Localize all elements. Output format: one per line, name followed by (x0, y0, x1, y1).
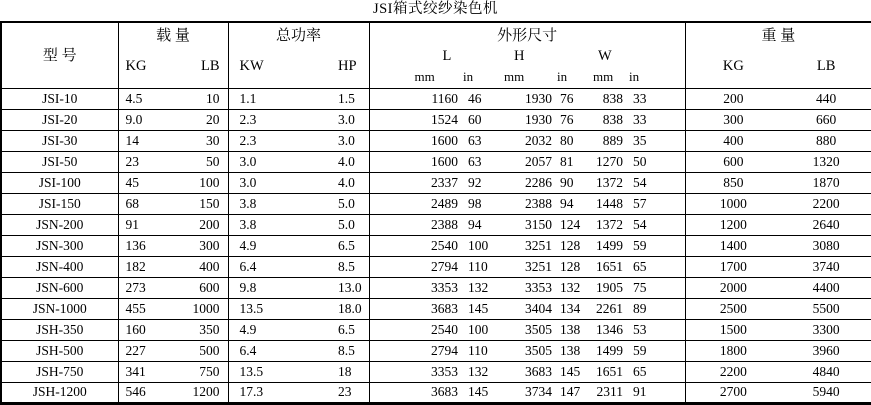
cell-w_in: 59 (625, 340, 685, 361)
cell-h_in: 132 (555, 277, 581, 298)
cell-power_hp: 4.0 (298, 151, 369, 172)
cell-l_mm: 2489 (369, 193, 461, 214)
cell-l_mm: 3683 (369, 298, 461, 319)
cell-wt_kg: 1800 (685, 340, 781, 361)
cell-l_mm: 3353 (369, 361, 461, 382)
cell-load_lb: 750 (173, 361, 228, 382)
cell-w_in: 54 (625, 172, 685, 193)
cell-l_mm: 1524 (369, 109, 461, 130)
cell-power_hp: 5.0 (298, 193, 369, 214)
cell-w_in: 33 (625, 109, 685, 130)
header-w-mm: mm (593, 68, 614, 84)
cell-h_mm: 3251 (503, 235, 555, 256)
cell-model: JSI-100 (1, 172, 118, 193)
cell-h_in: 145 (555, 361, 581, 382)
cell-wt_kg: 850 (685, 172, 781, 193)
cell-load_kg: 273 (118, 277, 173, 298)
cell-w_in: 53 (625, 319, 685, 340)
cell-load_kg: 91 (118, 214, 173, 235)
cell-power_hp: 3.0 (298, 130, 369, 151)
cell-h_in: 80 (555, 130, 581, 151)
header-weight-kg: KG (685, 46, 781, 88)
cell-power_kw: 3.0 (228, 151, 298, 172)
header-weight: 重 量 (685, 22, 871, 46)
table-row (1, 235, 871, 256)
cell-l_mm: 1600 (369, 130, 461, 151)
cell-w_mm: 1499 (581, 340, 625, 361)
table-row (1, 340, 871, 361)
header-dim-w: W (598, 47, 612, 64)
cell-wt_lb: 440 (781, 88, 871, 109)
cell-wt_lb: 880 (781, 130, 871, 151)
table-row (1, 361, 871, 382)
cell-load_lb: 100 (173, 172, 228, 193)
cell-l_mm: 2794 (369, 256, 461, 277)
cell-w_mm: 838 (581, 109, 625, 130)
cell-wt_lb: 5940 (781, 382, 871, 403)
cell-l_in: 98 (461, 193, 503, 214)
cell-l_in: 94 (461, 214, 503, 235)
cell-load_lb: 300 (173, 235, 228, 256)
cell-h_in: 134 (555, 298, 581, 319)
cell-h_in: 76 (555, 109, 581, 130)
cell-wt_kg: 1700 (685, 256, 781, 277)
cell-h_in: 138 (555, 319, 581, 340)
cell-l_in: 63 (461, 130, 503, 151)
cell-load_lb: 1200 (173, 382, 228, 403)
table-row (1, 151, 871, 172)
cell-load_kg: 45 (118, 172, 173, 193)
cell-h_mm: 2388 (503, 193, 555, 214)
cell-l_in: 132 (461, 277, 503, 298)
cell-w_mm: 1448 (581, 193, 625, 214)
cell-model: JSH-350 (1, 319, 118, 340)
cell-load_kg: 341 (118, 361, 173, 382)
cell-h_in: 124 (555, 214, 581, 235)
cell-power_kw: 13.5 (228, 298, 298, 319)
table-row (1, 298, 871, 319)
cell-wt_lb: 5500 (781, 298, 871, 319)
cell-load_lb: 600 (173, 277, 228, 298)
cell-wt_kg: 1000 (685, 193, 781, 214)
table-row (1, 88, 871, 109)
cell-load_lb: 50 (173, 151, 228, 172)
cell-h_mm: 2057 (503, 151, 555, 172)
cell-l_in: 110 (461, 340, 503, 361)
header-model: 型 号 (42, 48, 77, 65)
table-row (1, 382, 871, 403)
cell-power_kw: 3.0 (228, 172, 298, 193)
cell-l_in: 145 (461, 298, 503, 319)
table-row (1, 172, 871, 193)
cell-power_hp: 8.5 (298, 256, 369, 277)
cell-wt_lb: 1320 (781, 151, 871, 172)
cell-wt_kg: 2500 (685, 298, 781, 319)
cell-w_mm: 838 (581, 88, 625, 109)
cell-load_kg: 227 (118, 340, 173, 361)
cell-h_mm: 2032 (503, 130, 555, 151)
cell-model: JSH-1200 (1, 382, 118, 403)
cell-h_mm: 2286 (503, 172, 555, 193)
cell-l_in: 132 (461, 361, 503, 382)
cell-h_mm: 3251 (503, 256, 555, 277)
cell-h_in: 81 (555, 151, 581, 172)
header-dimensions: 外形尺寸 (369, 22, 685, 46)
table-row (1, 214, 871, 235)
cell-l_in: 92 (461, 172, 503, 193)
cell-wt_kg: 2000 (685, 277, 781, 298)
cell-w_mm: 1651 (581, 361, 625, 382)
cell-load_lb: 10 (173, 88, 228, 109)
cell-h_in: 76 (555, 88, 581, 109)
cell-l_in: 100 (461, 319, 503, 340)
header-power: 总功率 (228, 22, 369, 46)
cell-model: JSI-150 (1, 193, 118, 214)
cell-l_in: 110 (461, 256, 503, 277)
cell-model: JSI-20 (1, 109, 118, 130)
cell-power_kw: 17.3 (228, 382, 298, 403)
cell-w_in: 65 (625, 256, 685, 277)
cell-w_mm: 1372 (581, 172, 625, 193)
cell-power_hp: 6.5 (298, 319, 369, 340)
cell-power_kw: 4.9 (228, 235, 298, 256)
cell-l_in: 60 (461, 109, 503, 130)
page-title: JSI箱式绞纱染色机 (372, 1, 499, 17)
cell-wt_kg: 300 (685, 109, 781, 130)
cell-power_hp: 3.0 (298, 109, 369, 130)
cell-power_hp: 1.5 (298, 88, 369, 109)
cell-wt_lb: 1870 (781, 172, 871, 193)
cell-power_kw: 3.8 (228, 214, 298, 235)
cell-w_in: 75 (625, 277, 685, 298)
cell-wt_lb: 3300 (781, 319, 871, 340)
cell-w_in: 59 (625, 235, 685, 256)
cell-w_mm: 1499 (581, 235, 625, 256)
cell-w_in: 50 (625, 151, 685, 172)
header-load: 载 量 (118, 22, 228, 46)
cell-w_mm: 1270 (581, 151, 625, 172)
cell-h_in: 128 (555, 235, 581, 256)
cell-power_kw: 2.3 (228, 109, 298, 130)
header-l-in: in (463, 68, 474, 84)
cell-w_mm: 1651 (581, 256, 625, 277)
cell-l_mm: 2794 (369, 340, 461, 361)
header-w-in: in (629, 68, 640, 84)
cell-wt_lb: 660 (781, 109, 871, 130)
cell-power_kw: 4.9 (228, 319, 298, 340)
cell-h_in: 128 (555, 256, 581, 277)
cell-wt_kg: 600 (685, 151, 781, 172)
cell-load_kg: 23 (118, 151, 173, 172)
spec-table (0, 21, 871, 405)
cell-wt_kg: 2200 (685, 361, 781, 382)
cell-w_in: 65 (625, 361, 685, 382)
cell-l_mm: 3683 (369, 382, 461, 403)
cell-h_mm: 1930 (503, 109, 555, 130)
cell-h_in: 138 (555, 340, 581, 361)
header-load-lb: LB (200, 58, 220, 75)
header-h-mm: mm (504, 68, 525, 84)
cell-w_mm: 1905 (581, 277, 625, 298)
cell-load_kg: 160 (118, 319, 173, 340)
cell-h_mm: 3734 (503, 382, 555, 403)
cell-power_kw: 6.4 (228, 340, 298, 361)
cell-load_lb: 400 (173, 256, 228, 277)
cell-w_in: 33 (625, 88, 685, 109)
cell-w_in: 57 (625, 193, 685, 214)
cell-wt_lb: 2640 (781, 214, 871, 235)
cell-power_hp: 4.0 (298, 172, 369, 193)
cell-wt_kg: 1400 (685, 235, 781, 256)
cell-l_in: 145 (461, 382, 503, 403)
cell-model: JSH-750 (1, 361, 118, 382)
cell-load_kg: 182 (118, 256, 173, 277)
cell-power_kw: 2.3 (228, 130, 298, 151)
table-row (1, 319, 871, 340)
cell-model: JSN-1000 (1, 298, 118, 319)
table-row (1, 109, 871, 130)
cell-l_mm: 2388 (369, 214, 461, 235)
cell-wt_kg: 1500 (685, 319, 781, 340)
header-l-mm: mm (369, 66, 461, 88)
cell-power_hp: 5.0 (298, 214, 369, 235)
cell-l_mm: 3353 (369, 277, 461, 298)
header-power-kw: KW (228, 46, 298, 88)
cell-power_hp: 23 (298, 382, 369, 403)
cell-load_kg: 4.5 (118, 88, 173, 109)
cell-load_lb: 1000 (173, 298, 228, 319)
cell-w_mm: 2261 (581, 298, 625, 319)
cell-h_mm: 3683 (503, 361, 555, 382)
table-body (1, 88, 871, 403)
cell-w_mm: 889 (581, 130, 625, 151)
cell-l_in: 63 (461, 151, 503, 172)
cell-l_mm: 2337 (369, 172, 461, 193)
cell-h_in: 147 (555, 382, 581, 403)
cell-h_in: 94 (555, 193, 581, 214)
header-power-hp: HP (338, 58, 357, 75)
cell-h_mm: 3505 (503, 340, 555, 361)
cell-power_kw: 6.4 (228, 256, 298, 277)
table-header (1, 22, 871, 88)
cell-w_in: 54 (625, 214, 685, 235)
cell-l_in: 100 (461, 235, 503, 256)
cell-load_lb: 30 (173, 130, 228, 151)
cell-l_mm: 1160 (369, 88, 461, 109)
cell-wt_lb: 4400 (781, 277, 871, 298)
table-row (1, 256, 871, 277)
cell-power_hp: 18 (298, 361, 369, 382)
cell-load_lb: 200 (173, 214, 228, 235)
cell-w_mm: 1346 (581, 319, 625, 340)
cell-h_mm: 3505 (503, 319, 555, 340)
cell-power_hp: 8.5 (298, 340, 369, 361)
cell-model: JSI-50 (1, 151, 118, 172)
cell-wt_lb: 3080 (781, 235, 871, 256)
cell-load_kg: 14 (118, 130, 173, 151)
cell-model: JSN-300 (1, 235, 118, 256)
cell-power_hp: 18.0 (298, 298, 369, 319)
cell-wt_lb: 3740 (781, 256, 871, 277)
cell-power_kw: 9.8 (228, 277, 298, 298)
table-row (1, 277, 871, 298)
cell-wt_kg: 200 (685, 88, 781, 109)
header-dim-h: H (514, 47, 525, 64)
cell-power_hp: 6.5 (298, 235, 369, 256)
cell-h_in: 90 (555, 172, 581, 193)
cell-w_mm: 1372 (581, 214, 625, 235)
cell-load_lb: 20 (173, 109, 228, 130)
cell-w_in: 91 (625, 382, 685, 403)
cell-l_mm: 1600 (369, 151, 461, 172)
cell-power_kw: 1.1 (228, 88, 298, 109)
cell-l_in: 46 (461, 88, 503, 109)
cell-wt_lb: 2200 (781, 193, 871, 214)
cell-model: JSN-600 (1, 277, 118, 298)
cell-model: JSN-200 (1, 214, 118, 235)
cell-load_kg: 546 (118, 382, 173, 403)
cell-wt_kg: 400 (685, 130, 781, 151)
cell-h_mm: 1930 (503, 88, 555, 109)
cell-power_kw: 3.8 (228, 193, 298, 214)
table-row (1, 130, 871, 151)
table-row (1, 193, 871, 214)
header-row-groups (1, 22, 871, 46)
cell-wt_lb: 3960 (781, 340, 871, 361)
cell-load_kg: 455 (118, 298, 173, 319)
cell-wt_kg: 1200 (685, 214, 781, 235)
cell-wt_lb: 4840 (781, 361, 871, 382)
cell-load_kg: 9.0 (118, 109, 173, 130)
cell-model: JSI-30 (1, 130, 118, 151)
cell-model: JSH-500 (1, 340, 118, 361)
cell-load_kg: 68 (118, 193, 173, 214)
cell-load_lb: 150 (173, 193, 228, 214)
cell-power_hp: 13.0 (298, 277, 369, 298)
header-load-kg: KG (118, 46, 173, 88)
cell-l_mm: 2540 (369, 319, 461, 340)
header-weight-lb: LB (816, 58, 836, 75)
cell-power_kw: 13.5 (228, 361, 298, 382)
header-h-in: in (557, 68, 568, 84)
cell-w_in: 35 (625, 130, 685, 151)
header-row-units (1, 46, 871, 66)
cell-wt_kg: 2700 (685, 382, 781, 403)
cell-w_in: 89 (625, 298, 685, 319)
cell-h_mm: 3150 (503, 214, 555, 235)
cell-h_mm: 3404 (503, 298, 555, 319)
cell-load_lb: 350 (173, 319, 228, 340)
cell-l_mm: 2540 (369, 235, 461, 256)
cell-load_lb: 500 (173, 340, 228, 361)
header-dim-l: L (369, 46, 503, 66)
cell-load_kg: 136 (118, 235, 173, 256)
cell-model: JSN-400 (1, 256, 118, 277)
cell-h_mm: 3353 (503, 277, 555, 298)
cell-w_mm: 2311 (581, 382, 625, 403)
cell-model: JSI-10 (1, 88, 118, 109)
